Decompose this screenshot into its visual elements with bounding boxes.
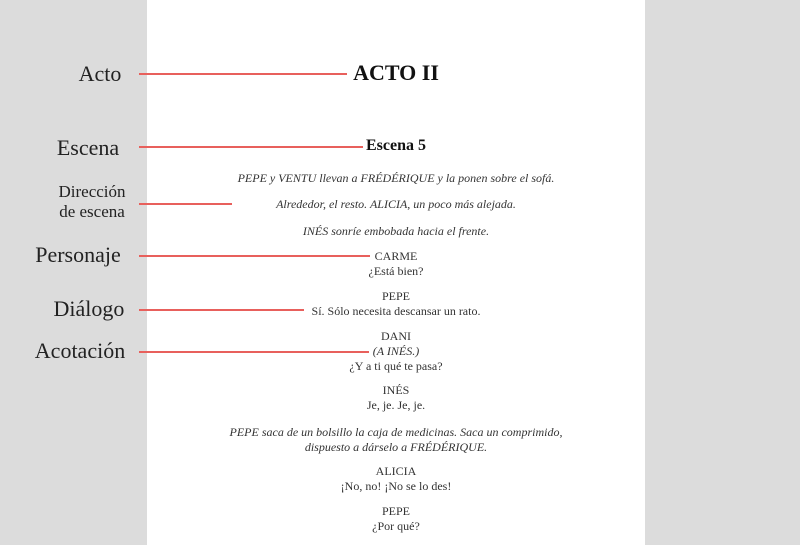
dialogue-line: ¿Está bien? <box>368 264 424 278</box>
dialogue-block-1 <box>147 249 645 279</box>
parenthetical: (A INÉS.) <box>372 344 420 358</box>
character-name: ALICIA <box>375 464 417 478</box>
dialogue-line: Sí. Sólo necesita descansar un rato. <box>311 304 481 318</box>
dialogue-line: ¿Por qué? <box>372 519 420 533</box>
label-dialogo: Diálogo <box>53 296 125 321</box>
label-acotacion: Acotación <box>34 338 126 363</box>
dialogue-block-3 <box>147 329 645 374</box>
stage-direction-3: INÉS sonríe embobada hacia el frente. <box>302 224 490 238</box>
label-acto: Acto <box>78 61 122 86</box>
dialogue-line: ¿Y a ti qué te pasa? <box>349 359 443 373</box>
stage-direction-1: PEPE y VENTU llevan a FRÉDÉRIQUE y la ponen sobre el sofá. <box>237 171 555 185</box>
label-direccion-line1: Dirección <box>58 182 126 201</box>
dialogue-block-2 <box>147 289 645 319</box>
dialogue-line: ¡No, no! ¡No se lo des! <box>340 479 452 493</box>
stage-direction-4-line1: PEPE saca de un bolsillo la caja de medicinas. Saca un comprimido, <box>229 425 563 439</box>
scene-heading: Escena 5 <box>366 137 426 154</box>
dialogue-block-5 <box>147 464 645 494</box>
label-personaje: Personaje <box>35 242 121 267</box>
character-name: DANI <box>381 329 411 343</box>
label-direccion-de-escena <box>40 182 144 223</box>
label-escena: Escena <box>56 135 120 160</box>
stage-direction-2: Alrededor, el resto. ALICIA, un poco más alejada. <box>276 197 516 211</box>
label-direccion-line2: de escena <box>59 202 125 222</box>
character-name: PEPE <box>381 289 410 303</box>
dialogue-block-6 <box>147 504 645 534</box>
stage-direction-4 <box>147 425 645 455</box>
dialogue-line: Je, je. Je, je. <box>366 398 426 412</box>
character-name: CARME <box>374 249 418 263</box>
character-name: INÉS <box>382 383 410 397</box>
character-name: PEPE <box>381 504 410 518</box>
dialogue-block-4 <box>147 383 645 413</box>
stage-direction-4-line2: dispuesto a dárselo a FRÉDÉRIQUE. <box>304 440 488 454</box>
act-heading: ACTO II <box>353 60 439 85</box>
